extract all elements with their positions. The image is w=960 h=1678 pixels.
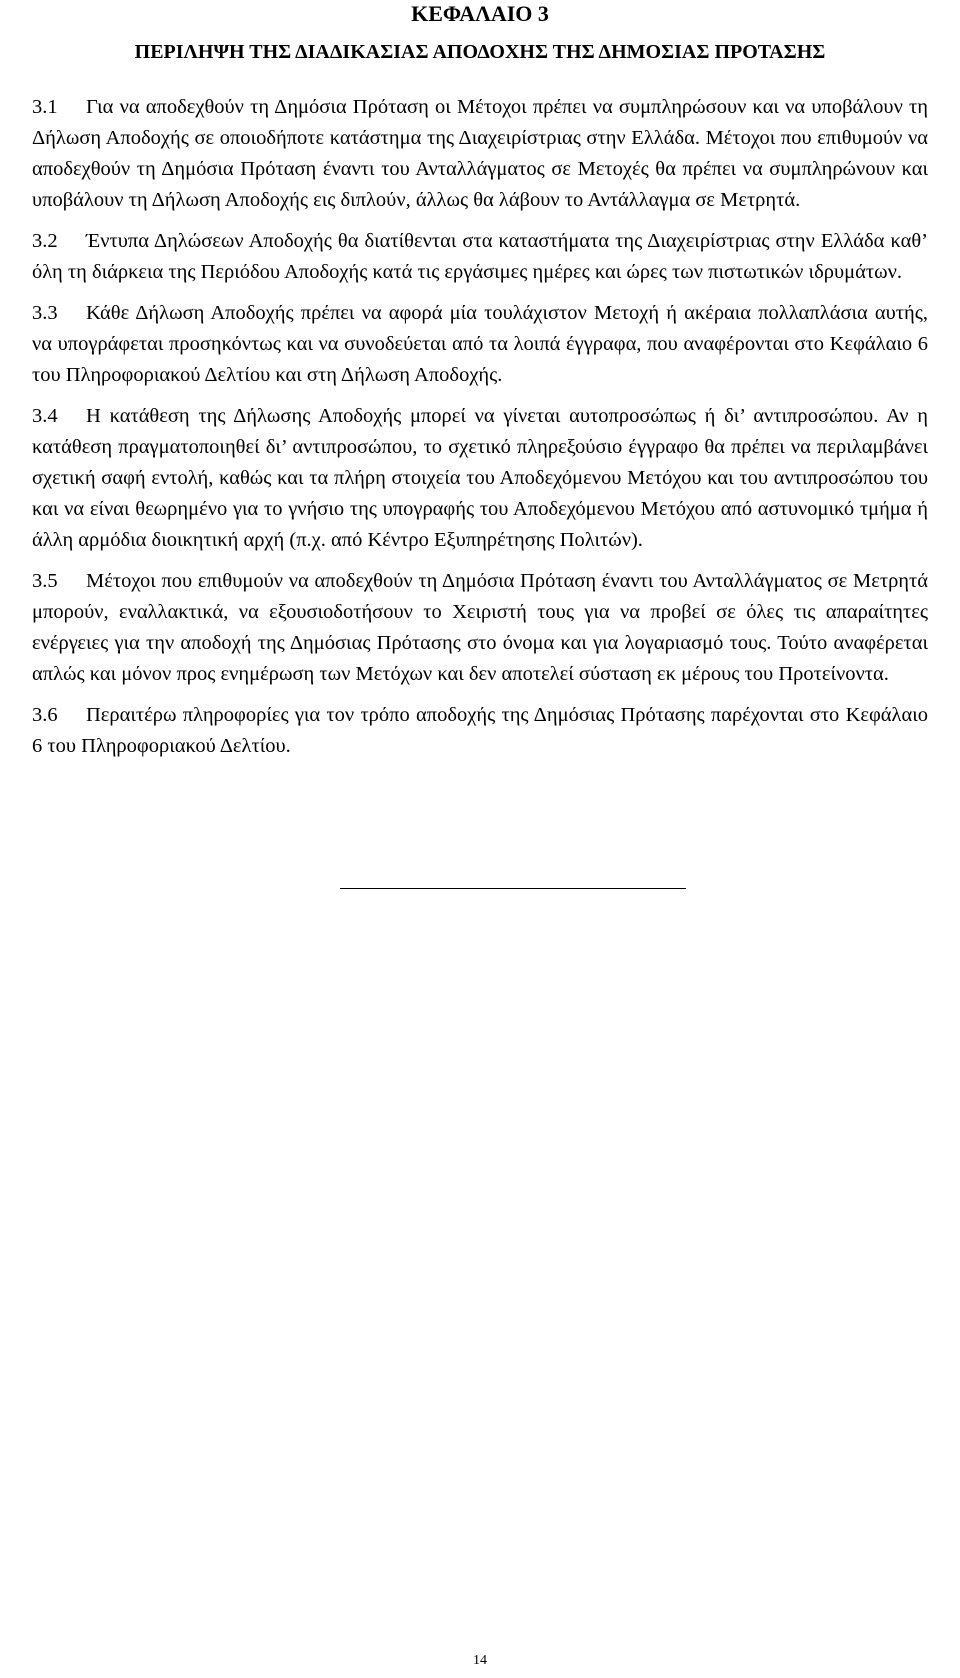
paragraph-number: 3.3 xyxy=(32,302,58,324)
paragraph-text: Μέτοχοι που επιθυμούν να αποδεχθούν τη Δημόσια Πρόταση έναντι του Ανταλλάγματος σε Μετρητά μπορούν, εναλλακτικά, να εξουσιοδοτήσουν το Χειριστή τους για να προβεί σε όλες τις απαραίτητες ενέργειες για την αποδοχή της Δημόσιας Πρότασης στο όνομα και για λογαριασμό τους. Τούτο αναφέρεται απλώς και μόνον προς ενημέρωση των Μετόχων και δεν αποτελεί σύσταση εκ μέρους του Προτείνοντα. xyxy=(32,570,928,685)
body-text xyxy=(32,92,928,772)
paragraph-3-6 xyxy=(32,700,928,762)
paragraph-number: 3.4 xyxy=(32,405,58,427)
paragraph-3-1 xyxy=(32,92,928,216)
paragraph-text: Κάθε Δήλωση Αποδοχής πρέπει να αφορά μία τουλάχιστον Μετοχή ή ακέραια πολλαπλάσια αυτής, να υπογράφεται προσηκόντως και να συνοδεύεται από τα λοιπά έγγραφα, που αναφέρονται στο Κεφάλαιο 6 του Πληροφοριακού Δελτίου και στη Δήλωση Αποδοχής. xyxy=(32,302,928,386)
paragraph-3-2 xyxy=(32,226,928,288)
paragraph-number: 3.6 xyxy=(32,704,58,726)
paragraph-text: Περαιτέρω πληροφορίες για τον τρόπο αποδοχής της Δημόσιας Πρότασης παρέχονται στο Κεφάλαιο 6 του Πληροφοριακού Δελτίου. xyxy=(32,704,928,757)
paragraph-3-5 xyxy=(32,566,928,690)
chapter-title: ΠΕΡΙΛΗΨΗ ΤΗΣ ΔΙΑΔΙΚΑΣΙΑΣ ΑΠΟΔΟΧΗΣ ΤΗΣ ΔΗΜΟΣΙΑΣ ΠΡΟΤΑΣΗΣ xyxy=(134,41,826,63)
paragraph-text: Για να αποδεχθούν τη Δημόσια Πρόταση οι Μέτοχοι πρέπει να συμπληρώσουν και να υποβάλουν τη Δήλωση Αποδοχής σε οποιοδήποτε κατάστημα της Διαχειρίστριας στην Ελλάδα. Μέτοχοι που επιθυμούν να αποδεχθούν τη Δημόσια Πρόταση έναντι του Ανταλλάγματος σε Μετοχές θα πρέπει να συμπληρώνουν και υποβάλουν τη Δήλωση Αποδοχής εις διπλούν, άλλως θα λάβουν το Αντάλλαγμα σε Μετρητά. xyxy=(32,96,928,211)
chapter-heading: ΚΕΦΑΛΑΙΟ 3 xyxy=(411,1,549,26)
paragraph-number: 3.1 xyxy=(32,96,58,118)
page-number: 14 xyxy=(473,1653,487,1668)
paragraph-text: Η κατάθεση της Δήλωσης Αποδοχής μπορεί να γίνεται αυτοπροσώπως ή δι’ αντιπροσώπου. Αν η κατάθεση πραγματοποιηθεί δι’ αντιπροσώπου, το σχετικό πληρεξούσιο έγγραφο θα πρέπει να περιλαμβάνει σχετική σαφή εντολή, καθώς και τα πλήρη στοιχεία του Αποδεχόμενου Μετόχου και του αντιπροσώπου του και να είναι θεωρημένο για το γνήσιο της υπογραφής του Αποδεχόμενου Μετόχου από αστυνομικό τμήμα ή άλλη αρμόδια διοικητική αρχή (π.χ. από Κέντρο Εξυπηρέτησης Πολιτών). xyxy=(32,405,928,551)
paragraph-3-4 xyxy=(32,401,928,556)
paragraph-text: Έντυπα Δηλώσεων Αποδοχής θα διατίθενται στα καταστήματα της Διαχειρίστριας στην Ελλάδα καθ’ όλη τη διάρκεια της Περιόδου Αποδοχής κατά τις εργάσιμες ημέρες και ώρες των πιστωτικών ιδρυμάτων. xyxy=(32,230,928,283)
paragraph-3-3 xyxy=(32,298,928,391)
section-divider xyxy=(340,888,686,889)
paragraph-number: 3.5 xyxy=(32,570,58,592)
paragraph-number: 3.2 xyxy=(32,230,58,252)
